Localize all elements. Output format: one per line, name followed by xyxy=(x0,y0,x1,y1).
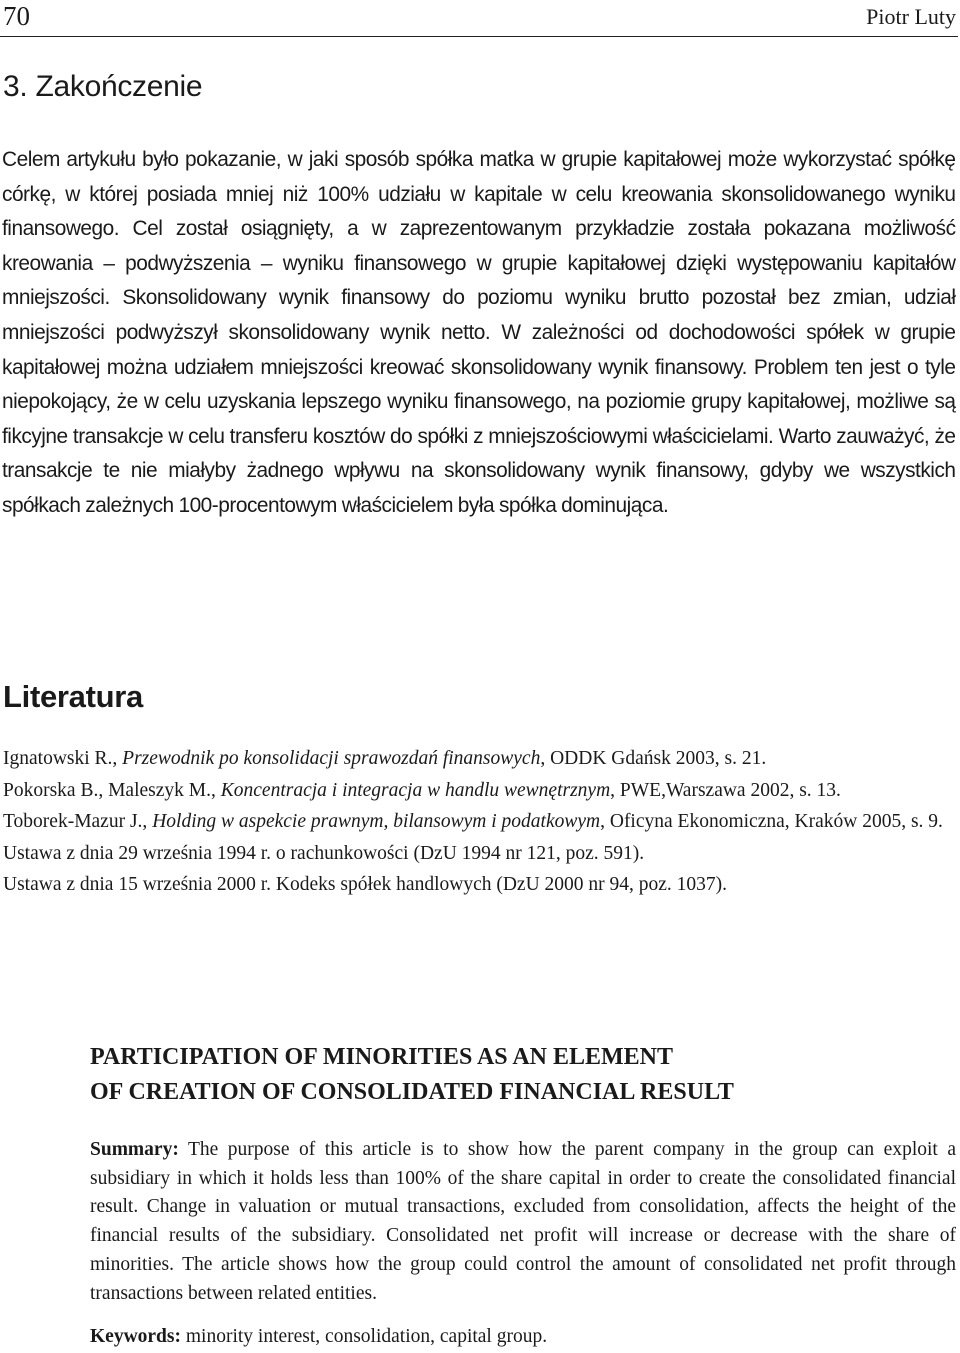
reference-item: Ustawa z dnia 15 września 2000 r. Kodeks spółek handlowych (DzU 2000 nr 94, poz. 1037). xyxy=(3,874,728,895)
keywords-text: minority interest, consolidation, capital group. xyxy=(181,1326,548,1347)
reference-item: Toborek-Mazur J., Holding w aspekcie prawnym, bilansowym i podatkowym, Oficyna Ekonomiczna, Kraków 2005, s. 9. xyxy=(3,811,943,832)
summary-label: Summary: xyxy=(90,1139,179,1160)
english-title-line: OF CREATION OF CONSOLIDATED FINANCIAL RESULT xyxy=(90,1079,734,1105)
literature-heading: Literatura xyxy=(3,679,143,714)
reference-item: Pokorska B., Maleszyk M., Koncentracja i integracja w handlu wewnętrznym, PWE,Warszawa 2002, s. 13. xyxy=(3,779,841,801)
summary-paragraph xyxy=(90,1136,956,1308)
running-author: Piotr Luty xyxy=(866,4,956,29)
english-title xyxy=(90,1040,734,1110)
page-header xyxy=(0,0,958,37)
reference-item: Ignatowski R., Przewodnik po konsolidacji sprawozdań finansowych, ODDK Gdańsk 2003, s. 21. xyxy=(3,748,767,769)
english-title-line: PARTICIPATION OF MINORITIES AS AN ELEMENT xyxy=(90,1044,674,1070)
section-title: 3. Zakończenie xyxy=(3,70,203,103)
conclusion-paragraph: Celem artykułu było pokazanie, w jaki sposób spółka matka w grupie kapitałowej może wykorzystać spółkę córkę, w której posiada mniej niż 100% udziału w kapitale w celu kreowania skonsolidowanego wyniku finansowego. Cel został osiągnięty, a w zaprezentowanym przykładzie została pokazana możliwość kreowania – podwyższenia – wyniku finansowego w grupie kapitałowej dzięki występowaniu kapitałów mniejszości. Skonsolidowany wynik finansowy do poziomu wyniku brutto pozostał bez zmian, udział mniejszości podwyższył skonsolidowany wynik netto. W zależności od dochodowości spółek w grupie kapitałowej można udziałem mniejszości kreować skonsolidowany wynik finansowy. Problem ten jest o tyle niepokojący, że w celu uzyskania lepszego wyniku finansowego, na poziomie grupy kapitałowej, możliwe są fikcyjne transakcje w celu transferu kosztów do spółki z mniejszościowymi właścicielami. Warto zauważyć, że transakcje te nie miałyby żadnego wpływu na skonsolidowany wynik finansowy, gdyby we wszystkich spółkach zależnych 100-procentowym właścicielem była spółka dominująca. xyxy=(2,147,956,517)
reference-list xyxy=(3,743,956,901)
keywords-line xyxy=(90,1323,956,1351)
page-number: 70 xyxy=(3,1,30,31)
reference-item: Ustawa z dnia 29 września 1994 r. o rachunkowości (DzU 1994 nr 121, poz. 591). xyxy=(3,842,645,864)
keywords-label: Keywords: xyxy=(90,1326,181,1347)
summary-text: The purpose of this article is to show how the parent company in the group can exploit a subsidiary in which it holds less than 100% of the share capital in order to create the consolidated financial result. Change in valuation or mutual transactions, excluded from consolidation, affects the height of the financial results of the subsidiary. Consolidated net profit will increase or decrease with the share of minorities. The article shows how the group could control the amount of consolidated net profit through transactions between related entities. xyxy=(90,1139,956,1304)
